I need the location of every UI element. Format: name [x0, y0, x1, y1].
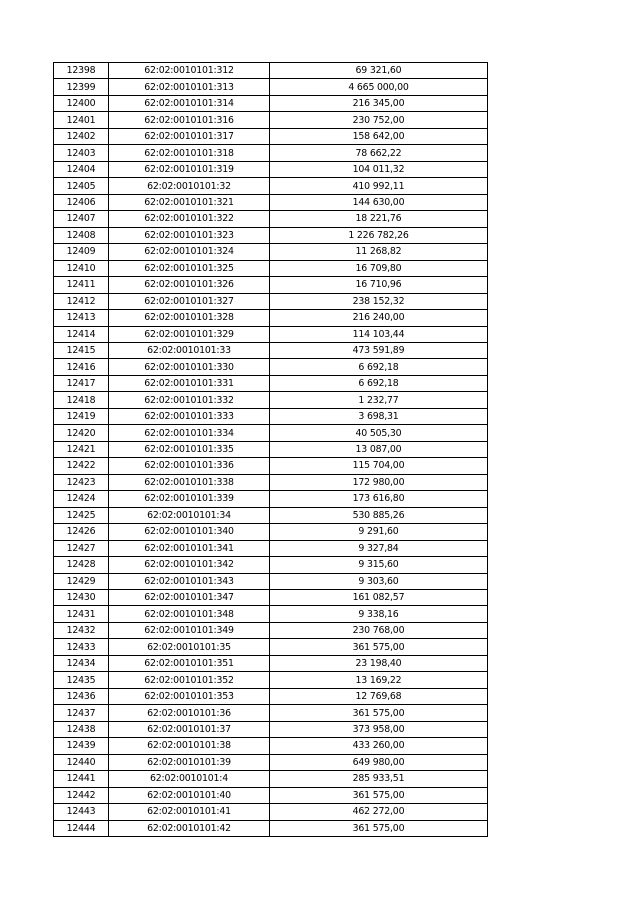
- cadastral-number-cell: 62:02:0010101:314: [109, 95, 270, 111]
- row-number-cell: 12441: [54, 771, 109, 787]
- row-number-cell: 12442: [54, 787, 109, 803]
- table-row: [54, 820, 488, 836]
- cadastral-number-cell: 62:02:0010101:316: [109, 112, 270, 128]
- cadastral-value-cell: 216 240,00: [270, 310, 488, 326]
- table-row: [54, 342, 488, 358]
- cadastral-number-cell: 62:02:0010101:325: [109, 260, 270, 276]
- cadastral-value-cell: 230 768,00: [270, 622, 488, 638]
- cadastral-value-cell: 13 169,22: [270, 672, 488, 688]
- row-number-cell: 12414: [54, 326, 109, 342]
- row-number-cell: 12423: [54, 474, 109, 490]
- cadastral-number-cell: 62:02:0010101:349: [109, 622, 270, 638]
- cadastral-value-cell: 9 291,60: [270, 524, 488, 540]
- cadastral-value-cell: 172 980,00: [270, 474, 488, 490]
- cadastral-value-cell: 230 752,00: [270, 112, 488, 128]
- cadastral-number-cell: 62:02:0010101:42: [109, 820, 270, 836]
- row-number-cell: 12426: [54, 524, 109, 540]
- cadastral-value-cell: 410 992,11: [270, 178, 488, 194]
- cadastral-number-cell: 62:02:0010101:318: [109, 145, 270, 161]
- table-row: [54, 161, 488, 177]
- table-row: [54, 573, 488, 589]
- table-row: [54, 738, 488, 754]
- cadastral-number-cell: 62:02:0010101:339: [109, 491, 270, 507]
- cadastral-number-cell: 62:02:0010101:335: [109, 441, 270, 457]
- table-row: [54, 705, 488, 721]
- cadastral-number-cell: 62:02:0010101:39: [109, 754, 270, 770]
- row-number-cell: 12407: [54, 211, 109, 227]
- cadastral-value-cell: 433 260,00: [270, 738, 488, 754]
- cadastral-number-cell: 62:02:0010101:331: [109, 375, 270, 391]
- row-number-cell: 12417: [54, 375, 109, 391]
- cadastral-number-cell: 62:02:0010101:32: [109, 178, 270, 194]
- table-row: [54, 375, 488, 391]
- cadastral-number-cell: 62:02:0010101:343: [109, 573, 270, 589]
- cadastral-number-cell: 62:02:0010101:321: [109, 194, 270, 210]
- cadastral-number-cell: 62:02:0010101:342: [109, 557, 270, 573]
- table-row: [54, 540, 488, 556]
- row-number-cell: 12433: [54, 639, 109, 655]
- cadastral-number-cell: 62:02:0010101:347: [109, 590, 270, 606]
- cadastral-value-cell: 238 152,32: [270, 293, 488, 309]
- cadastral-value-cell: 158 642,00: [270, 128, 488, 144]
- table-row: [54, 590, 488, 606]
- table-row: [54, 524, 488, 540]
- table-row: [54, 310, 488, 326]
- row-number-cell: 12402: [54, 128, 109, 144]
- table-row: [54, 655, 488, 671]
- cadastral-number-cell: 62:02:0010101:341: [109, 540, 270, 556]
- row-number-cell: 12400: [54, 95, 109, 111]
- row-number-cell: 12431: [54, 606, 109, 622]
- cadastral-number-cell: 62:02:0010101:313: [109, 79, 270, 95]
- table-row: [54, 359, 488, 375]
- cadastral-value-cell: 473 591,89: [270, 342, 488, 358]
- cadastral-number-cell: 62:02:0010101:322: [109, 211, 270, 227]
- cadastral-number-cell: 62:02:0010101:38: [109, 738, 270, 754]
- table-row: [54, 277, 488, 293]
- row-number-cell: 12427: [54, 540, 109, 556]
- cadastral-value-table: [53, 62, 488, 837]
- cadastral-value-cell: 361 575,00: [270, 787, 488, 803]
- cadastral-number-cell: 62:02:0010101:329: [109, 326, 270, 342]
- cadastral-value-cell: 161 082,57: [270, 590, 488, 606]
- cadastral-value-cell: 530 885,26: [270, 507, 488, 523]
- cadastral-value-cell: 11 268,82: [270, 244, 488, 260]
- cadastral-number-cell: 62:02:0010101:332: [109, 392, 270, 408]
- row-number-cell: 12401: [54, 112, 109, 128]
- row-number-cell: 12434: [54, 655, 109, 671]
- table-row: [54, 491, 488, 507]
- row-number-cell: 12444: [54, 820, 109, 836]
- cadastral-number-cell: 62:02:0010101:326: [109, 277, 270, 293]
- cadastral-number-cell: 62:02:0010101:340: [109, 524, 270, 540]
- row-number-cell: 12404: [54, 161, 109, 177]
- cadastral-number-cell: 62:02:0010101:336: [109, 458, 270, 474]
- cadastral-number-cell: 62:02:0010101:351: [109, 655, 270, 671]
- table-row: [54, 622, 488, 638]
- cadastral-number-cell: 62:02:0010101:34: [109, 507, 270, 523]
- table-row: [54, 474, 488, 490]
- row-number-cell: 12439: [54, 738, 109, 754]
- cadastral-number-cell: 62:02:0010101:4: [109, 771, 270, 787]
- cadastral-value-cell: 462 272,00: [270, 804, 488, 820]
- row-number-cell: 12408: [54, 227, 109, 243]
- cadastral-value-cell: 6 692,18: [270, 375, 488, 391]
- cadastral-number-cell: 62:02:0010101:319: [109, 161, 270, 177]
- row-number-cell: 12428: [54, 557, 109, 573]
- cadastral-value-cell: 144 630,00: [270, 194, 488, 210]
- row-number-cell: 12424: [54, 491, 109, 507]
- row-number-cell: 12416: [54, 359, 109, 375]
- table-row: [54, 441, 488, 457]
- row-number-cell: 12438: [54, 721, 109, 737]
- table-row: [54, 145, 488, 161]
- cadastral-value-cell: 373 958,00: [270, 721, 488, 737]
- cadastral-value-cell: 285 933,51: [270, 771, 488, 787]
- cadastral-value-cell: 173 616,80: [270, 491, 488, 507]
- table-row: [54, 260, 488, 276]
- cadastral-value-cell: 69 321,60: [270, 63, 488, 79]
- cadastral-value-cell: 361 575,00: [270, 820, 488, 836]
- cadastral-value-cell: 4 665 000,00: [270, 79, 488, 95]
- cadastral-value-cell: 114 103,44: [270, 326, 488, 342]
- cadastral-number-cell: 62:02:0010101:33: [109, 342, 270, 358]
- row-number-cell: 12440: [54, 754, 109, 770]
- table-row: [54, 507, 488, 523]
- table-row: [54, 95, 488, 111]
- cadastral-value-cell: 3 698,31: [270, 408, 488, 424]
- cadastral-number-cell: 62:02:0010101:40: [109, 787, 270, 803]
- table-row: [54, 227, 488, 243]
- cadastral-value-cell: 12 769,68: [270, 688, 488, 704]
- row-number-cell: 12419: [54, 408, 109, 424]
- cadastral-value-cell: 216 345,00: [270, 95, 488, 111]
- row-number-cell: 12410: [54, 260, 109, 276]
- cadastral-value-cell: 649 980,00: [270, 754, 488, 770]
- table-row: [54, 63, 488, 79]
- row-number-cell: 12411: [54, 277, 109, 293]
- table-row: [54, 672, 488, 688]
- table-row: [54, 211, 488, 227]
- cadastral-value-cell: 23 198,40: [270, 655, 488, 671]
- table-row: [54, 408, 488, 424]
- row-number-cell: 12413: [54, 310, 109, 326]
- row-number-cell: 12421: [54, 441, 109, 457]
- cadastral-value-cell: 115 704,00: [270, 458, 488, 474]
- table-row: [54, 293, 488, 309]
- cadastral-number-cell: 62:02:0010101:41: [109, 804, 270, 820]
- table-row: [54, 112, 488, 128]
- row-number-cell: 12432: [54, 622, 109, 638]
- cadastral-value-cell: 104 011,32: [270, 161, 488, 177]
- row-number-cell: 12399: [54, 79, 109, 95]
- cadastral-value-cell: 6 692,18: [270, 359, 488, 375]
- table-row: [54, 606, 488, 622]
- table-row: [54, 639, 488, 655]
- cadastral-value-cell: 9 338,16: [270, 606, 488, 622]
- cadastral-value-cell: 9 303,60: [270, 573, 488, 589]
- row-number-cell: 12437: [54, 705, 109, 721]
- cadastral-number-cell: 62:02:0010101:353: [109, 688, 270, 704]
- cadastral-number-cell: 62:02:0010101:324: [109, 244, 270, 260]
- cadastral-value-cell: 9 327,84: [270, 540, 488, 556]
- cadastral-value-cell: 1 232,77: [270, 392, 488, 408]
- cadastral-number-cell: 62:02:0010101:348: [109, 606, 270, 622]
- table-row: [54, 688, 488, 704]
- table-row: [54, 194, 488, 210]
- cadastral-number-cell: 62:02:0010101:323: [109, 227, 270, 243]
- cadastral-value-cell: 40 505,30: [270, 425, 488, 441]
- cadastral-number-cell: 62:02:0010101:317: [109, 128, 270, 144]
- row-number-cell: 12443: [54, 804, 109, 820]
- row-number-cell: 12406: [54, 194, 109, 210]
- cadastral-number-cell: 62:02:0010101:35: [109, 639, 270, 655]
- table-row: [54, 425, 488, 441]
- table-row: [54, 804, 488, 820]
- row-number-cell: 12405: [54, 178, 109, 194]
- table-row: [54, 392, 488, 408]
- cadastral-value-cell: 16 709,80: [270, 260, 488, 276]
- cadastral-number-cell: 62:02:0010101:327: [109, 293, 270, 309]
- cadastral-number-cell: 62:02:0010101:312: [109, 63, 270, 79]
- row-number-cell: 12415: [54, 342, 109, 358]
- cadastral-value-cell: 9 315,60: [270, 557, 488, 573]
- cadastral-value-cell: 78 662,22: [270, 145, 488, 161]
- table-body: [54, 63, 488, 837]
- cadastral-number-cell: 62:02:0010101:328: [109, 310, 270, 326]
- cadastral-value-cell: 361 575,00: [270, 705, 488, 721]
- cadastral-value-cell: 13 087,00: [270, 441, 488, 457]
- table-row: [54, 128, 488, 144]
- row-number-cell: 12436: [54, 688, 109, 704]
- table-row: [54, 787, 488, 803]
- table-row: [54, 721, 488, 737]
- table-row: [54, 458, 488, 474]
- row-number-cell: 12422: [54, 458, 109, 474]
- cadastral-value-cell: 1 226 782,26: [270, 227, 488, 243]
- cadastral-number-cell: 62:02:0010101:338: [109, 474, 270, 490]
- cadastral-value-cell: 361 575,00: [270, 639, 488, 655]
- cadastral-number-cell: 62:02:0010101:37: [109, 721, 270, 737]
- table-row: [54, 326, 488, 342]
- row-number-cell: 12412: [54, 293, 109, 309]
- table-row: [54, 178, 488, 194]
- table-row: [54, 244, 488, 260]
- cadastral-number-cell: 62:02:0010101:36: [109, 705, 270, 721]
- row-number-cell: 12430: [54, 590, 109, 606]
- row-number-cell: 12418: [54, 392, 109, 408]
- table-row: [54, 754, 488, 770]
- cadastral-number-cell: 62:02:0010101:333: [109, 408, 270, 424]
- row-number-cell: 12425: [54, 507, 109, 523]
- table-row: [54, 557, 488, 573]
- cadastral-number-cell: 62:02:0010101:334: [109, 425, 270, 441]
- cadastral-number-cell: 62:02:0010101:352: [109, 672, 270, 688]
- row-number-cell: 12409: [54, 244, 109, 260]
- row-number-cell: 12435: [54, 672, 109, 688]
- row-number-cell: 12420: [54, 425, 109, 441]
- cadastral-value-cell: 16 710,96: [270, 277, 488, 293]
- table-row: [54, 79, 488, 95]
- cadastral-value-cell: 18 221,76: [270, 211, 488, 227]
- cadastral-number-cell: 62:02:0010101:330: [109, 359, 270, 375]
- row-number-cell: 12403: [54, 145, 109, 161]
- row-number-cell: 12398: [54, 63, 109, 79]
- table-row: [54, 771, 488, 787]
- row-number-cell: 12429: [54, 573, 109, 589]
